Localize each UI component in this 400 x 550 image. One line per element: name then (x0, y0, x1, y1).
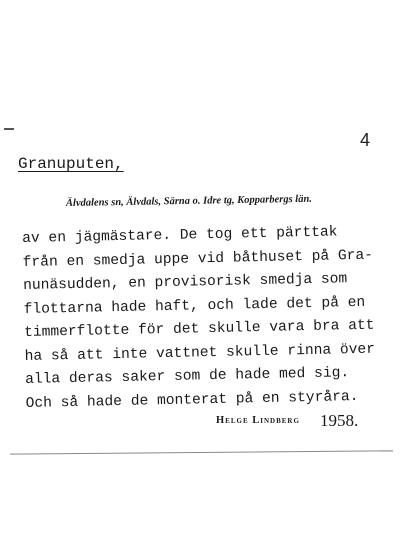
text-line: alla deras saker som de hade med sig. (25, 365, 350, 388)
bottom-divider (10, 450, 393, 454)
margin-mark (4, 128, 14, 130)
page-number: 4 (360, 130, 371, 150)
informant-signature: Helge Lindberg (216, 415, 300, 426)
text-line: av en jägmästare. De tog ett pärttak (22, 224, 338, 247)
text-line: Och så hade de monterat på en styråra. (25, 388, 359, 412)
place-stamp: Älvdalens sn, Älvdals, Särna o. Idre tg, Kopparbergs län. (65, 193, 312, 209)
card-body (22, 220, 396, 416)
text-line: från en smedja uppe vid båthuset på Gra- (22, 247, 374, 271)
text-line: nunäsudden, en provisorisk smedja som (23, 271, 348, 294)
text-line: ha så att inte vattnet skulle rinna över (24, 341, 376, 365)
card-heading: Granuputen, (18, 155, 124, 173)
text-line: timmerflotte för det skulle vara bra att (24, 317, 375, 341)
record-year: 1958. (320, 411, 359, 430)
text-line: flottarna hade haft, och lade det på en (23, 294, 366, 318)
